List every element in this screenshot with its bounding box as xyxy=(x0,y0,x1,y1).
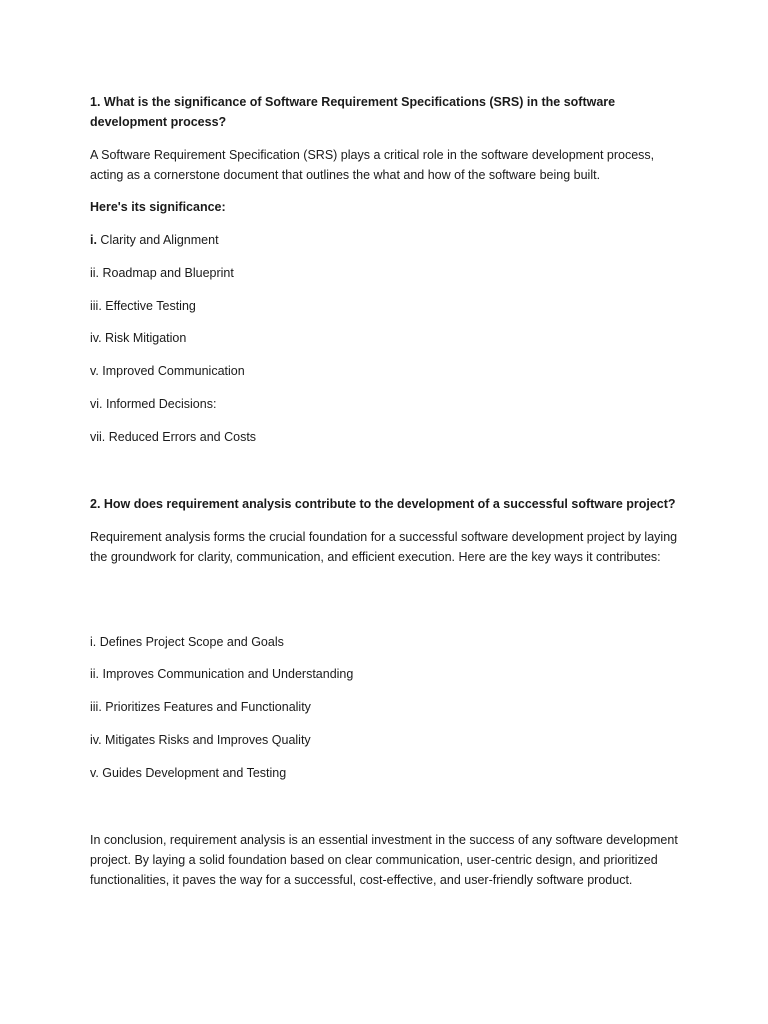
section1-list-item xyxy=(90,361,690,381)
list-item-text: Effective Testing xyxy=(101,299,196,313)
section1-list-item xyxy=(90,328,690,348)
list-item-number: iv. xyxy=(90,331,102,345)
section1-intro: A Software Requirement Specification (SRS) plays a critical role in the software development process, acting as a cornerstone document that outlines the what and how of the software being built. xyxy=(90,148,655,182)
list-item-number: iii. xyxy=(90,700,102,714)
list-item-number: v. xyxy=(90,364,99,378)
list-item-number: vi. xyxy=(90,397,103,411)
list-item-number: i. xyxy=(90,233,97,247)
list-item-text: Improved Communication xyxy=(98,364,245,378)
list-item-text: Defines Project Scope and Goals xyxy=(96,635,284,649)
section1-list-item xyxy=(90,263,690,283)
list-item-text: Mitigates Risks and Improves Quality xyxy=(101,733,311,747)
list-item-text: Improves Communication and Understanding xyxy=(99,667,354,681)
list-item-number: i. xyxy=(90,635,97,649)
list-item-text: Prioritizes Features and Functionality xyxy=(101,700,311,714)
conclusion-paragraph: In conclusion, requirement analysis is an essential investment in the success of any software development project. By laying a solid foundation based on clear communication, user-centric design, and prioritized functionalities, it paves the way for a successful, cost-effective, and user-friendly software product. xyxy=(90,833,678,887)
list-item-text: Guides Development and Testing xyxy=(98,766,287,780)
list-item-text: Roadmap and Blueprint xyxy=(99,266,234,280)
list-item-number: v. xyxy=(90,766,99,780)
list-item-number: ii. xyxy=(90,667,100,681)
section1-list-item xyxy=(90,427,690,447)
section2-list-item xyxy=(90,664,690,684)
section2-intro: Requirement analysis forms the crucial foundation for a successful software development project by laying the groundwork for clarity, communication, and efficient execution. Here are the key ways it contributes: xyxy=(90,530,678,564)
list-item-number: ii. xyxy=(90,266,100,280)
section1-list-item xyxy=(90,394,690,414)
list-item-number: vii. xyxy=(90,430,106,444)
section2-list-item xyxy=(90,632,690,652)
significance-label: Here's its significance: xyxy=(90,200,226,214)
list-item-number: iv. xyxy=(90,733,102,747)
section1-list-item xyxy=(90,296,690,316)
list-item-number: iii. xyxy=(90,299,102,313)
list-item-text: Informed Decisions: xyxy=(102,397,217,411)
section2-list-item xyxy=(90,730,690,750)
list-item-text: Risk Mitigation xyxy=(101,331,187,345)
list-item-text: Reduced Errors and Costs xyxy=(105,430,257,444)
list-item-text: Clarity and Alignment xyxy=(96,233,219,247)
section1-heading: 1. What is the significance of Software Requirement Specifications (SRS) in the software development process? xyxy=(90,95,616,129)
section2-list-item xyxy=(90,697,690,717)
section2-list-item xyxy=(90,763,690,783)
section1-list-item xyxy=(90,230,690,250)
section2-heading: 2. How does requirement analysis contribute to the development of a successful software project? xyxy=(90,497,676,511)
